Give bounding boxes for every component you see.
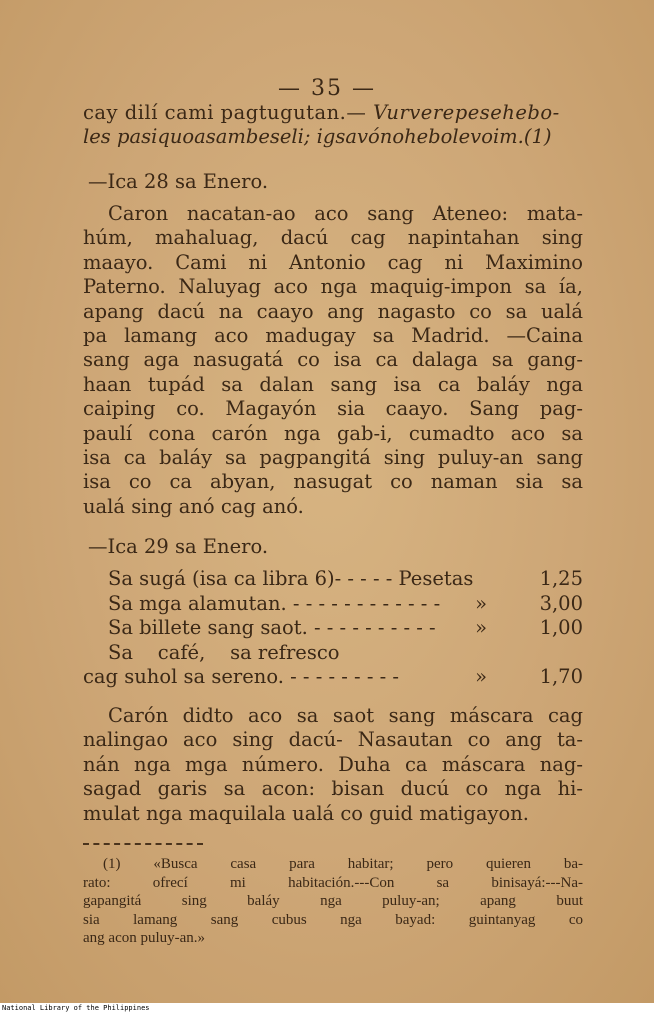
footnote — [83, 855, 583, 948]
paragraph-1-line: sang aga nasugatá co isa ca dalaga sa gang- — [83, 348, 583, 372]
top-line-1 — [83, 101, 583, 125]
footnote-reference: (1) — [523, 125, 552, 149]
paragraph-1-line: Caron nacatan-ao aco sang Ateneo: mata- — [108, 202, 583, 225]
expense-row — [83, 567, 583, 592]
expense-label: cag suhol sa sereno. - - - - - - - - - — [83, 665, 400, 689]
expense-amount: 1,70 — [539, 665, 583, 689]
paragraph-2-line: mulat nga maquilala ualá co guid matigayon. — [83, 801, 530, 825]
date-heading-28: —Ica 28 sa Enero. — [88, 170, 269, 193]
paragraph-1-line: paulí cona carón nga gab-i, cumadto aco sa — [83, 421, 583, 445]
expense-label: Sa café, sa refresco — [108, 640, 340, 664]
paragraph-1-line: caiping co. Magayón sia caayo. Sang pag- — [83, 397, 583, 421]
top-paragraph — [83, 101, 583, 150]
expense-label: Sa mga alamutan. - - - - - - - - - - - - — [108, 591, 441, 615]
paragraph-1-line: Paterno. Naluyag aco nga maquig-impon sa ía, — [83, 275, 583, 299]
paragraph-1-line: apang dacú na caayo ang nagasto co sa ualá — [83, 299, 583, 323]
paragraph-2-line: nán nga mga número. Duha ca máscara nag- — [83, 752, 583, 776]
expense-row — [83, 592, 583, 617]
expense-row — [83, 641, 583, 666]
ditto-mark: » — [475, 616, 487, 640]
footnote-divider — [83, 843, 203, 845]
date-heading-29: —Ica 29 sa Enero. — [88, 535, 269, 558]
expense-amount: 1,25 — [539, 567, 583, 590]
paragraph-1-line: isa co ca abyan, nasugat co naman sia sa — [83, 470, 583, 494]
paragraph-1-line: haan tupád sa dalan sang isa ca baláy nga — [83, 372, 583, 396]
expense-row — [83, 665, 583, 690]
paragraph-1-line: ualá sing anó cag anó. — [83, 494, 304, 518]
paragraph-2-line: nalingao aco sing dacú- Nasautan co ang ta- — [83, 728, 583, 752]
footnote-line: ang acon puluy-an.» — [83, 930, 206, 947]
expense-amount: 1,00 — [539, 616, 583, 640]
paragraph-1 — [83, 202, 583, 519]
expense-list — [83, 567, 583, 690]
footnote-line: (1) «Busca casa para habitar; pero quieren ba- — [103, 856, 583, 872]
expense-amount: 3,00 — [539, 591, 583, 615]
library-credit: National Library of the Philippines — [2, 1004, 150, 1012]
paragraph-1-line: pa lamang aco madugay sa Madrid. —Caina — [83, 324, 583, 348]
ditto-mark: » — [475, 665, 487, 689]
footnote-line: gapangitá sing baláy nga puluy-an; apang buut — [83, 893, 583, 910]
ditto-mark: » — [475, 591, 487, 615]
page-number: — 35 — — [278, 76, 376, 101]
paragraph-1-line: maayo. Cami ni Antonio cag ni Maximino — [83, 250, 583, 274]
paragraph-2 — [83, 704, 583, 826]
top-line-1-plain: cay dilí cami pagtugutan.— — [83, 101, 374, 124]
expense-row — [83, 616, 583, 641]
paragraph-2-line: Carón didto aco sa saot sang máscara cag — [108, 704, 583, 727]
paragraph-1-line: húm, mahaluag, dacú cag napintahan sing — [83, 226, 583, 250]
footnote-line: rato: ofrecí mi habitación.---Con sa binisayá:---Na- — [83, 874, 583, 891]
expense-label: Sa billete sang saot. - - - - - - - - - - — [108, 616, 436, 640]
expense-label: Sa sugá (isa ca libra 6)- - - - - Pesetas — [108, 567, 474, 590]
top-line-2-italic: les pasiquoasambeseli; igsavónohebolevoim. — [83, 125, 524, 149]
paragraph-2-line: sagad garis sa acon: bisan ducú co nga hi- — [83, 777, 583, 801]
top-line-2 — [83, 125, 583, 149]
paragraph-1-line: isa ca baláy sa pagpangitá sing puluy-an sang — [83, 446, 583, 470]
footnote-line: sia lamang sang cubus nga bayad: guintanyag co — [83, 911, 583, 928]
top-line-1-italic: Vurverepesehebo- — [373, 101, 560, 124]
